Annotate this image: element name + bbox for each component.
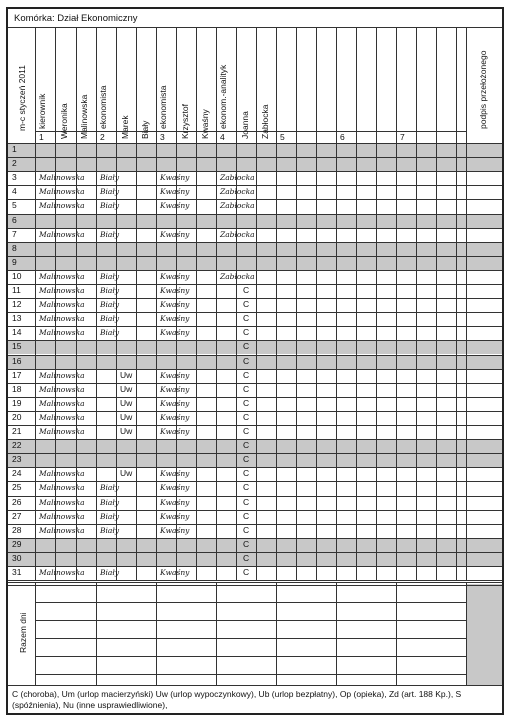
last-name-label: Malinowska bbox=[79, 94, 89, 139]
last-name-label: Biały bbox=[140, 120, 150, 139]
day-number: 14 bbox=[12, 327, 22, 338]
table-row bbox=[8, 157, 502, 171]
group-number: 5 bbox=[280, 132, 285, 142]
group-number: 4 bbox=[220, 132, 225, 142]
grid-line bbox=[236, 27, 237, 580]
day-number: 22 bbox=[12, 440, 22, 451]
grid-line bbox=[336, 27, 337, 580]
day-number: 13 bbox=[12, 313, 22, 324]
absence-code: C bbox=[243, 341, 250, 352]
signature-entry: Malinowska bbox=[39, 398, 85, 408]
grid-line bbox=[356, 27, 357, 580]
signature-entry: Kwaśny bbox=[160, 328, 190, 338]
grid-line bbox=[35, 656, 466, 657]
first-name-label: Krzysztof bbox=[180, 104, 190, 139]
table-row bbox=[8, 453, 502, 467]
day-number: 28 bbox=[12, 524, 22, 535]
role-label: ekonomista bbox=[158, 85, 168, 129]
signature-entry: Malinowska bbox=[39, 229, 85, 239]
group-number: 7 bbox=[400, 132, 405, 142]
absence-code: C bbox=[243, 383, 250, 394]
table-row bbox=[8, 355, 502, 369]
signature-entry: Kwaśny bbox=[160, 483, 190, 493]
absence-code: C bbox=[243, 313, 250, 324]
grid-line bbox=[8, 340, 502, 341]
signature-entry: Biały bbox=[100, 483, 120, 493]
absence-code: Uw bbox=[120, 468, 133, 479]
absence-code: C bbox=[243, 327, 250, 338]
signature-entry: Malinowska bbox=[39, 300, 85, 310]
signature-entry: Biały bbox=[100, 286, 120, 295]
signature-entry: Kwaśny bbox=[160, 511, 190, 521]
signature-entry: Biały bbox=[100, 568, 120, 577]
signature-label: podpis przełożonego bbox=[478, 50, 488, 129]
grid-line bbox=[35, 674, 466, 675]
signature-entry: Kwaśny bbox=[160, 187, 190, 197]
absence-code: C bbox=[243, 496, 250, 507]
grid-line bbox=[466, 582, 467, 685]
absence-code: C bbox=[243, 440, 250, 451]
signature-entry: Kwaśny bbox=[160, 568, 190, 577]
signature-entry: Kwaśny bbox=[160, 497, 190, 507]
grid-line bbox=[466, 27, 467, 580]
absence-code: C bbox=[243, 426, 250, 436]
signature-entry: Kwaśny bbox=[160, 384, 190, 394]
day-number: 7 bbox=[12, 228, 17, 239]
grid-line bbox=[8, 355, 502, 356]
signature-entry: Biały bbox=[100, 328, 120, 338]
signature-entry: Malinowska bbox=[39, 370, 85, 380]
table-row bbox=[8, 143, 502, 157]
absence-code: C bbox=[243, 397, 250, 408]
signature-entry: Kwaśny bbox=[160, 271, 190, 281]
grid-line bbox=[8, 157, 502, 158]
day-number: 12 bbox=[12, 299, 22, 310]
absence-code: C bbox=[243, 411, 250, 422]
day-number: 31 bbox=[12, 567, 22, 577]
grid-line bbox=[8, 685, 502, 686]
signature-entry: Kwaśny bbox=[160, 286, 190, 295]
group-number: 6 bbox=[340, 132, 345, 142]
grid-line bbox=[156, 582, 157, 685]
signature-entry: Biały bbox=[100, 314, 120, 324]
signature-entry: Malinowska bbox=[39, 384, 85, 394]
signature-entry: Malinowska bbox=[39, 525, 85, 535]
role-label: kierownik bbox=[37, 93, 47, 129]
grid-line bbox=[35, 27, 36, 580]
grid-line bbox=[96, 582, 97, 685]
month-label: m-c styczeń 2011 bbox=[17, 65, 27, 131]
day-number: 20 bbox=[12, 411, 22, 422]
signature-entry: Kwaśny bbox=[160, 314, 190, 324]
absence-code: C bbox=[243, 538, 250, 549]
absence-code: Uw bbox=[120, 397, 133, 408]
signature-entry: Malinowska bbox=[39, 427, 85, 436]
day-number: 21 bbox=[12, 426, 22, 436]
signature-entry: Malinowska bbox=[39, 469, 85, 479]
group-number: 1 bbox=[39, 132, 44, 142]
signature-entry: Biały bbox=[100, 201, 120, 211]
signature-entry: Biały bbox=[100, 271, 120, 281]
day-number: 29 bbox=[12, 538, 22, 549]
absence-code: Uw bbox=[120, 426, 133, 436]
signature-entry: Malinowska bbox=[39, 286, 85, 295]
absence-code: C bbox=[243, 524, 250, 535]
grid-line bbox=[416, 27, 417, 580]
signature-entry: Biały bbox=[100, 511, 120, 521]
attendance-sheet bbox=[6, 7, 504, 715]
grid-line bbox=[256, 27, 257, 580]
signature-entry: Malinowska bbox=[39, 187, 85, 197]
day-number: 19 bbox=[12, 397, 22, 408]
signature-entry: Biały bbox=[100, 300, 120, 310]
table-row bbox=[8, 538, 502, 552]
group-number: 3 bbox=[160, 132, 165, 142]
grid-line bbox=[8, 580, 502, 581]
grid-line bbox=[8, 143, 502, 144]
signature-entry: Biały bbox=[100, 525, 120, 535]
grid-line bbox=[8, 453, 502, 454]
grid-line bbox=[8, 256, 502, 257]
absence-code: C bbox=[243, 285, 250, 295]
grid-line bbox=[336, 582, 337, 685]
grid-line bbox=[376, 27, 377, 580]
grid-line bbox=[196, 27, 197, 580]
table-row bbox=[8, 552, 502, 566]
signature-entry: Malinowska bbox=[39, 412, 85, 422]
day-number: 6 bbox=[12, 214, 17, 225]
absence-code: C bbox=[243, 369, 250, 380]
signature-entry: Kwaśny bbox=[160, 427, 190, 436]
absence-code: Uw bbox=[120, 383, 133, 394]
grid-line bbox=[35, 638, 466, 639]
signature-entry: Biały bbox=[100, 187, 120, 197]
signature-entry: Malinowska bbox=[39, 271, 85, 281]
summary-label: Razem dni bbox=[18, 611, 28, 653]
absence-code: C bbox=[243, 355, 250, 366]
role-label: ekonom.-analityk bbox=[218, 64, 228, 129]
signature-entry: Malinowska bbox=[39, 201, 85, 211]
signature-entry: Kwaśny bbox=[160, 300, 190, 310]
grid-line bbox=[8, 585, 502, 586]
grid-line bbox=[8, 439, 502, 440]
grid-line bbox=[276, 27, 277, 580]
day-number: 2 bbox=[12, 158, 17, 169]
grid-line bbox=[35, 582, 36, 685]
day-number: 15 bbox=[12, 341, 22, 352]
day-number: 5 bbox=[12, 200, 17, 211]
table-row bbox=[8, 214, 502, 228]
day-number: 4 bbox=[12, 186, 17, 197]
signature-entry: Kwaśny bbox=[160, 201, 190, 211]
first-name-label: Weronika bbox=[59, 103, 69, 139]
absence-code: C bbox=[243, 567, 250, 577]
day-number: 18 bbox=[12, 383, 22, 394]
day-number: 1 bbox=[12, 144, 17, 154]
last-name-label: Zabłocka bbox=[260, 104, 270, 139]
day-number: 25 bbox=[12, 482, 22, 493]
grid-line bbox=[35, 620, 466, 621]
signature-shade bbox=[466, 584, 502, 685]
absence-code: Uw bbox=[120, 369, 133, 380]
grid-line bbox=[216, 582, 217, 685]
signature-entry: Zabłocka bbox=[220, 229, 255, 239]
grid-line bbox=[456, 27, 457, 580]
grid-line bbox=[216, 27, 217, 580]
grid-line bbox=[156, 27, 157, 580]
grid-line bbox=[8, 27, 502, 28]
grid-line bbox=[396, 582, 397, 685]
grid-line bbox=[316, 27, 317, 580]
grid-line bbox=[96, 27, 97, 580]
signature-entry: Kwaśny bbox=[160, 525, 190, 535]
absence-code: C bbox=[243, 482, 250, 493]
day-number: 24 bbox=[12, 468, 22, 479]
grid-line bbox=[8, 538, 502, 539]
day-number: 27 bbox=[12, 510, 22, 521]
signature-entry: Biały bbox=[100, 173, 120, 183]
table-row bbox=[8, 340, 502, 354]
day-number: 16 bbox=[12, 355, 22, 366]
signature-entry: Kwaśny bbox=[160, 469, 190, 479]
absence-code: C bbox=[243, 454, 250, 465]
day-number: 9 bbox=[12, 256, 17, 267]
grid-line bbox=[8, 582, 502, 583]
grid-line bbox=[296, 27, 297, 580]
absence-code: C bbox=[243, 299, 250, 310]
signature-entry: Kwaśny bbox=[160, 398, 190, 408]
signature-entry: Malinowska bbox=[39, 173, 85, 183]
signature-entry: Zabłocka bbox=[220, 201, 255, 211]
table-row bbox=[8, 256, 502, 270]
signature-entry: Malinowska bbox=[39, 568, 85, 577]
department-title: Komórka: Dział Ekonomiczny bbox=[14, 13, 138, 24]
grid-line bbox=[8, 214, 502, 215]
group-number: 2 bbox=[100, 132, 105, 142]
signature-entry: Biały bbox=[100, 497, 120, 507]
day-number: 26 bbox=[12, 496, 22, 507]
grid-line bbox=[436, 27, 437, 580]
absence-code: C bbox=[243, 552, 250, 563]
day-number: 17 bbox=[12, 369, 22, 380]
grid-line bbox=[8, 242, 502, 243]
signature-entry: Kwaśny bbox=[160, 412, 190, 422]
signature-entry: Malinowska bbox=[39, 511, 85, 521]
grid-line bbox=[136, 27, 137, 580]
signature-entry: Kwaśny bbox=[160, 173, 190, 183]
table-row bbox=[8, 242, 502, 256]
signature-entry: Malinowska bbox=[39, 483, 85, 493]
last-name-label: Kwaśny bbox=[200, 109, 210, 139]
table-row bbox=[8, 439, 502, 453]
signature-entry: Malinowska bbox=[39, 328, 85, 338]
day-number: 30 bbox=[12, 552, 22, 563]
grid-line bbox=[35, 602, 466, 603]
signature-entry: Malinowska bbox=[39, 314, 85, 324]
day-number: 8 bbox=[12, 242, 17, 253]
signature-entry: Zabłocka bbox=[220, 271, 255, 281]
absence-code: Uw bbox=[120, 411, 133, 422]
absence-code: C bbox=[243, 510, 250, 521]
absence-code: C bbox=[243, 468, 250, 479]
signature-entry: Zabłocka bbox=[220, 187, 255, 197]
day-number: 10 bbox=[12, 270, 22, 281]
signature-entry: Biały bbox=[100, 229, 120, 239]
legend: C (choroba), Um (urlop macierzyński) Uw (urlop wypoczynkowy), Ub (urlop bezpłatny), Op (opieka), Zd (art. 188 Kp.), S (spóźnienia), Nu (inne usprawiedliwione), bbox=[12, 689, 462, 710]
signature-entry: Kwaśny bbox=[160, 370, 190, 380]
grid-line bbox=[276, 582, 277, 685]
grid-line bbox=[8, 552, 502, 553]
role-label: ekonomista bbox=[98, 85, 108, 129]
first-name-label: Marek bbox=[120, 115, 130, 139]
signature-entry: Malinowska bbox=[39, 497, 85, 507]
day-number: 3 bbox=[12, 172, 17, 183]
day-number: 23 bbox=[12, 454, 22, 465]
grid-line bbox=[396, 27, 397, 580]
signature-entry: Kwaśny bbox=[160, 229, 190, 239]
first-name-label: Joanna bbox=[240, 111, 250, 139]
day-number: 11 bbox=[12, 285, 21, 295]
signature-entry: Zabłocka bbox=[220, 173, 255, 183]
